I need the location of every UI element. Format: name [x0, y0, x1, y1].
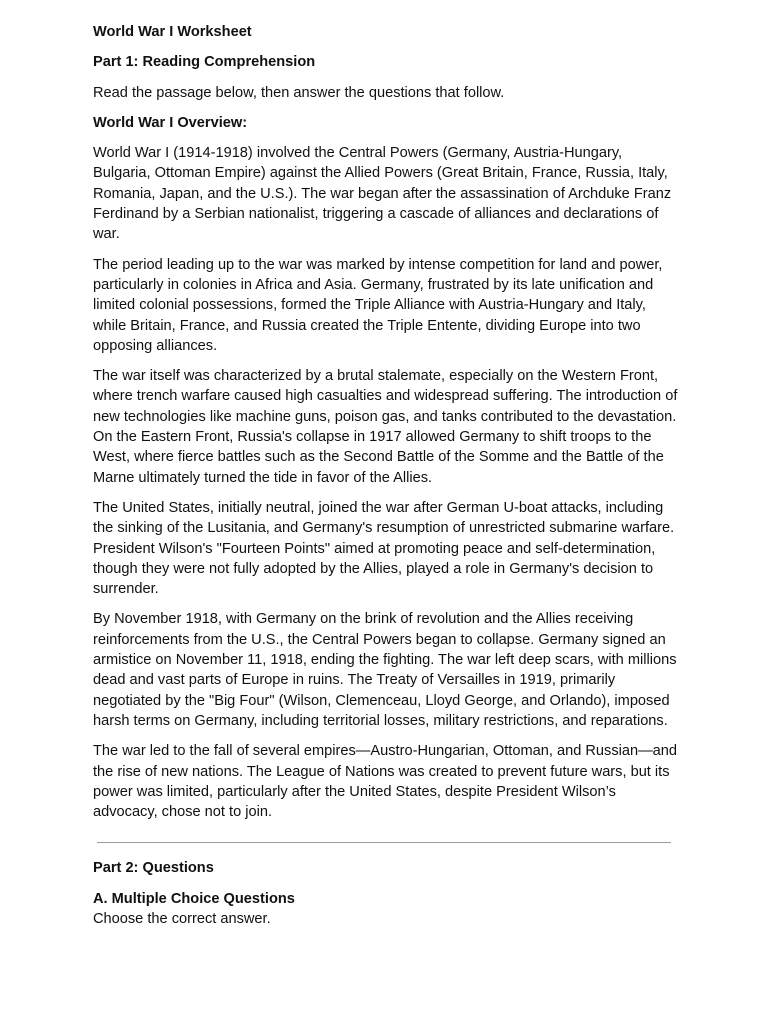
passage-paragraph-3: The war itself was characterized by a brutal stalemate, especially on the Western Front, where trench warfare caused high casualties and widespread suffering. The introduction of new technologies like machine guns, poison gas, and tanks contributed to the devastation. On the Eastern Front, Russia's collapse in 1917 allowed Germany to shift troops to the West, where fierce battles such as the Second Battle of the Somme and the Battle of the Marne ultimately turned the tide in favor of the Allies.: [93, 368, 678, 486]
section-a-title: A. Multiple Choice Questions: [93, 890, 295, 907]
section-a-instructions: Choose the correct answer.: [93, 910, 271, 927]
part1-instructions: Read the passage below, then answer the questions that follow.: [93, 84, 505, 101]
passage-paragraph-2: The period leading up to the war was marked by intense competition for land and power, particularly in colonies in Africa and Asia. Germany, frustrated by its late unification and limited colonial possessions, formed the Triple Alliance with Austria-Hungary and Italy, while Britain, France, and Russia created the Triple Entente, dividing Europe into two opposing alliances.: [93, 256, 663, 354]
passage-paragraph-4: The United States, initially neutral, joined the war after German U-boat attacks, including the sinking of the Lusitania, and Germany's resumption of unrestricted submarine warfare. President Wilson's "Fourteen Points" aimed at promoting peace and self-determination, though they were not fully adopted by the Allies, played a role in Germany's decision to surrender.: [93, 499, 675, 598]
worksheet-title: World War I Worksheet: [93, 24, 252, 40]
part1-title: Part 1: Reading Comprehension: [93, 54, 316, 71]
overview-title: World War I Overview:: [93, 114, 248, 131]
worksheet-page: [93, 22, 683, 939]
passage-paragraph-6: The war led to the fall of several empires—Austro-Hungarian, Ottoman, and Russian—and the rise of new nations. The League of Nations was created to prevent future wars, but its power was limited, particularly after the United States, despite President Wilson’s advocacy, chose not to join.: [93, 743, 678, 821]
passage-paragraph-1: World War I (1914-1918) involved the Central Powers (Germany, Austria-Hungary, Bulgaria, Ottoman Empire) against the Allied Powers (Great Britain, France, Russia, Italy, Romania, Japan, and the U.S.). The war began after the assassination of Archduke Franz Ferdinand by a Serbian nationalist, triggering a cascade of alliances and declarations of war.: [93, 145, 672, 243]
passage-paragraph-5: By November 1918, with Germany on the brink of revolution and the Allies receiving reinforcements from the U.S., the Central Powers began to collapse. Germany signed an armistice on November 11, 1918, ending the fighting. The war left deep scars, with millions dead and vast parts of Europe in ruins. The Treaty of Versailles in 1919, primarily negotiated by the "Big Four" (Wilson, Clemenceau, Lloyd George, and Orlando), imposed harsh terms on Germany, including territorial losses, military restrictions, and reparations.: [93, 611, 677, 729]
part2-title: Part 2: Questions: [93, 860, 214, 877]
section-divider: [97, 842, 671, 843]
